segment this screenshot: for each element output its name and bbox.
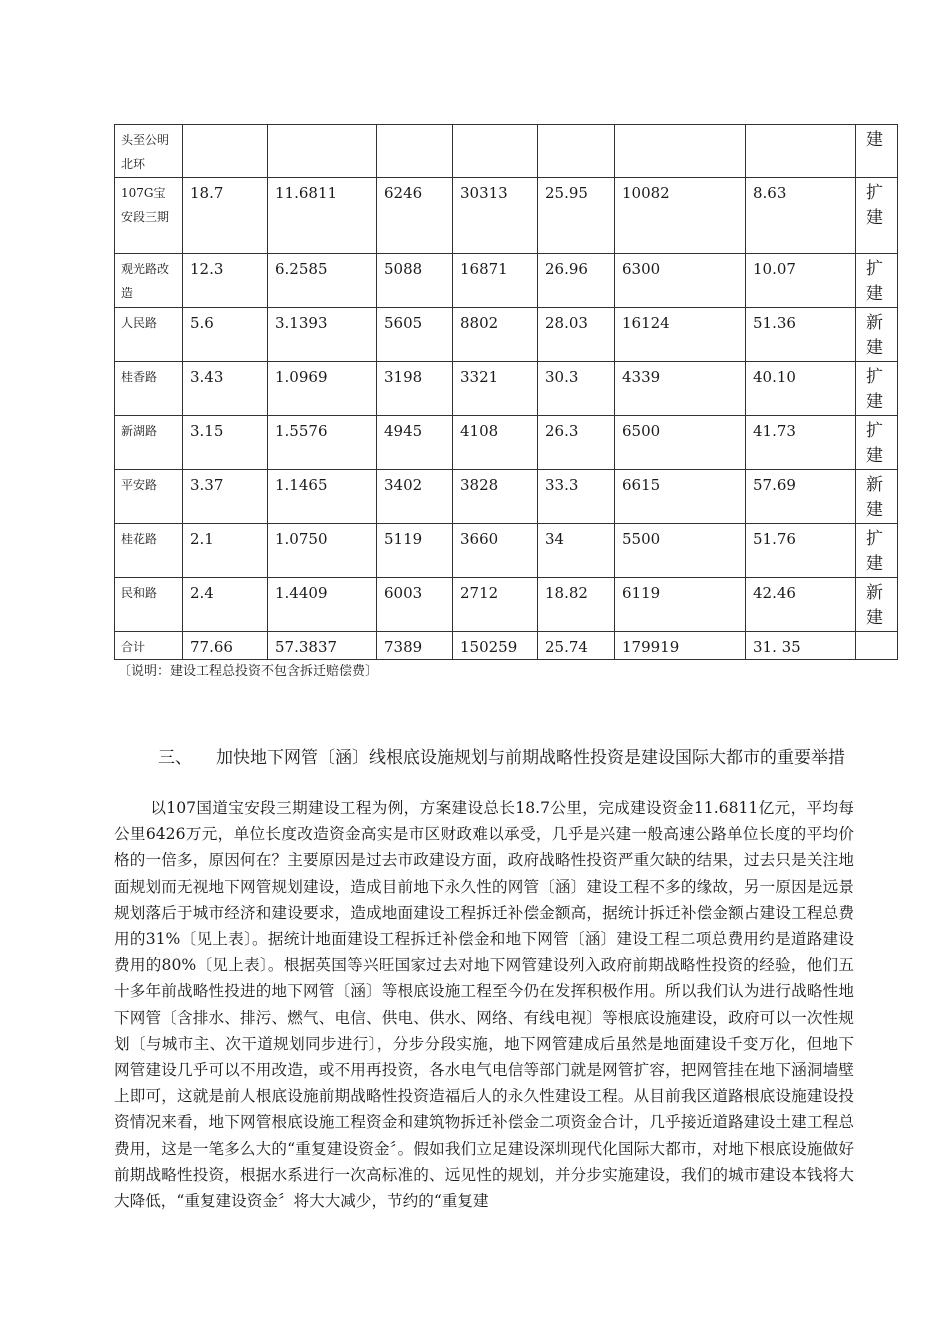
table-cell-c5: 26.96 [538,254,615,308]
table-cell-c7: 8.63 [746,178,856,254]
table-cell-c1: 18.7 [183,178,268,254]
table-row [115,254,898,308]
table-cell-c7 [746,125,856,178]
table-cell-name: 107G宝安段三期 [115,178,183,254]
table-cell-c3: 3402 [377,470,453,524]
table-cell-c3: 4945 [377,416,453,470]
table-cell-c6: 10082 [615,178,746,254]
table-cell-c4 [453,125,538,178]
table-cell-type: 扩建 [856,416,898,470]
table-cell-type: 扩建 [856,524,898,578]
table-cell-c1: 2.1 [183,524,268,578]
table-cell-c4: 3660 [453,524,538,578]
table-cell-c1: 2.4 [183,578,268,632]
table-cell-name: 人民路 [115,308,183,362]
table-cell-c2: 1.4409 [268,578,377,632]
table-cell-name: 桂花路 [115,524,183,578]
table-cell-c5 [538,125,615,178]
table-cell-type: 扩建 [856,254,898,308]
table-cell-c2: 1.0969 [268,362,377,416]
table-cell-c6: 6615 [615,470,746,524]
table-cell-c2: 3.1393 [268,308,377,362]
body-paragraph [114,795,854,1214]
table-cell-c5: 25.74 [538,632,615,660]
table-cell-name: 平安路 [115,470,183,524]
table-cell-c7: 42.46 [746,578,856,632]
table-cell-c5: 30.3 [538,362,615,416]
section-heading [114,746,854,770]
table-cell-c7: 51.76 [746,524,856,578]
table-cell-c3 [377,125,453,178]
table-cell-type: 新建 [856,308,898,362]
table-cell-c3: 5088 [377,254,453,308]
table-cell-c3: 5605 [377,308,453,362]
table-cell-c6: 6119 [615,578,746,632]
table-cell-c1: 12.3 [183,254,268,308]
table-row [115,125,898,178]
road-investment-table [114,124,898,660]
table-cell-c6: 5500 [615,524,746,578]
table-cell-c5: 26.3 [538,416,615,470]
table-cell-type: 新建 [856,470,898,524]
table-cell-c3: 6003 [377,578,453,632]
table-cell-c4: 3828 [453,470,538,524]
table-cell-c6: 4339 [615,362,746,416]
table-cell-c6: 179919 [615,632,746,660]
table-cell-type: 扩建 [856,362,898,416]
table-cell-c2: 6.2585 [268,254,377,308]
table-row [115,362,898,416]
table-cell-c4: 8802 [453,308,538,362]
table-cell-c6: 16124 [615,308,746,362]
table-cell-name: 桂香路 [115,362,183,416]
table-cell-name: 合计 [115,632,183,660]
table-cell-c5: 18.82 [538,578,615,632]
table-cell-c6: 6500 [615,416,746,470]
table-cell-name: 观光路改造 [115,254,183,308]
table-cell-c5: 28.03 [538,308,615,362]
table-cell-c5: 34 [538,524,615,578]
table-cell-c3: 7389 [377,632,453,660]
table-cell-c1: 3.43 [183,362,268,416]
table-cell-c3: 5119 [377,524,453,578]
table-cell-type: 扩建 [856,178,898,254]
table-cell-c1 [183,125,268,178]
table-cell-c4: 16871 [453,254,538,308]
table-cell-type: 建 [856,125,898,178]
table-cell-c2: 1.5576 [268,416,377,470]
table-cell-c6 [615,125,746,178]
table-cell-c1: 77.66 [183,632,268,660]
table-cell-type [856,632,898,660]
table-cell-c5: 25.95 [538,178,615,254]
table-cell-c1: 3.37 [183,470,268,524]
table-row [115,578,898,632]
table-cell-c4: 30313 [453,178,538,254]
section-title: 加快地下网管〔涵〕线根底设施规划与前期战略性投资是建设国际大都市的重要举措 [216,748,845,768]
table-row [115,308,898,362]
table-row [115,178,898,254]
body-paragraph-text: 以107国道宝安段三期建设工程为例，方案建设总长18.7公里，完成建设资金11.6811亿元，平均每公里6426万元，单位长度改造资金高实是市区财政难以承受，几乎是兴建一般高速公路单位长度的平均价格的一倍多，原因何在？主要原因是过去市政建设方面，政府战略性投资严重欠缺的结果，过去只是关注地面规划而无视地下网管规划建设，造成目前地下永久性的网管〔涵〕建设工程不多的缘故，另一原因是远景规划落后于城市经济和建设要求，造成地面建设工程拆迁补偿金额高，据统计拆迁补偿金额占建设工程总费用的31%〔见上表〕。据统计地面建设工程拆迁补偿金和地下网管〔涵〕建设工程二项总费用约是道路建设费用的80%〔见上表〕。根据英国等兴旺国家过去对地下网管建设列入政府前期战略性投资的经验，他们五十多年前战略性投进的地下网管〔涵〕等根底设施工程至今仍在发挥积极作用。所以我们认为进行战略性地下网管〔含排水、排污、燃气、电信、供电、供水、网络、有线电视〕等根底设施建设，政府可以一次性规划〔与城市主、次干道规划同步进行〕，分步分段实施，地下网管建成后虽然是地面建设千变万化，但地下网管建设几乎可以不用改造，或不用再投资，各水电气电信等部门就是网管扩容，把网管挂在地下涵洞墙壁上即可，这就是前人根底设施前期战略性投资造福后人的永久性建设工程。从目前我区道路根底设施建设投资情况来看，地下网管根底设施工程资金和建筑物拆迁补偿金二项资金合计，几乎接近道路建设土建工程总费用，这是一笔多么大的“重复建设资金〞。假如我们立足建设深圳现代化国际大都市，对地下根底设施做好前期战略性投资，根据水系进行一次高标准的、远见性的规划，并分步实施建设，我们的城市建设本钱将大大降低，“重复建设资金〞将大大减少，节约的“重复建 [114,799,854,1211]
table-cell-c4: 2712 [453,578,538,632]
table-cell-c2: 57.3837 [268,632,377,660]
table-cell-c7: 57.69 [746,470,856,524]
table-row [115,632,898,660]
table-cell-c7: 31. 35 [746,632,856,660]
table-cell-c3: 3198 [377,362,453,416]
table-cell-name: 新湖路 [115,416,183,470]
table-cell-c2: 1.0750 [268,524,377,578]
table-cell-c5: 33.3 [538,470,615,524]
table-row [115,524,898,578]
section-number: 三、 [158,748,192,768]
table-cell-c2 [268,125,377,178]
table-cell-type: 新建 [856,578,898,632]
table-cell-c6: 6300 [615,254,746,308]
table-cell-c1: 5.6 [183,308,268,362]
table-cell-c2: 1.1465 [268,470,377,524]
table-cell-c1: 3.15 [183,416,268,470]
table-cell-name: 民和路 [115,578,183,632]
table-cell-c2: 11.6811 [268,178,377,254]
table-cell-c4: 4108 [453,416,538,470]
table-cell-c7: 10.07 [746,254,856,308]
table-cell-c4: 3321 [453,362,538,416]
table-row [115,416,898,470]
table-row [115,470,898,524]
table-cell-name: 头至公明北环 [115,125,183,178]
table-cell-c7: 40.10 [746,362,856,416]
table-note: 〔说明：建设工程总投资不包含拆迁赔偿费〕 [118,664,379,679]
table-cell-c7: 41.73 [746,416,856,470]
table-cell-c7: 51.36 [746,308,856,362]
table-cell-c4: 150259 [453,632,538,660]
table-cell-c3: 6246 [377,178,453,254]
